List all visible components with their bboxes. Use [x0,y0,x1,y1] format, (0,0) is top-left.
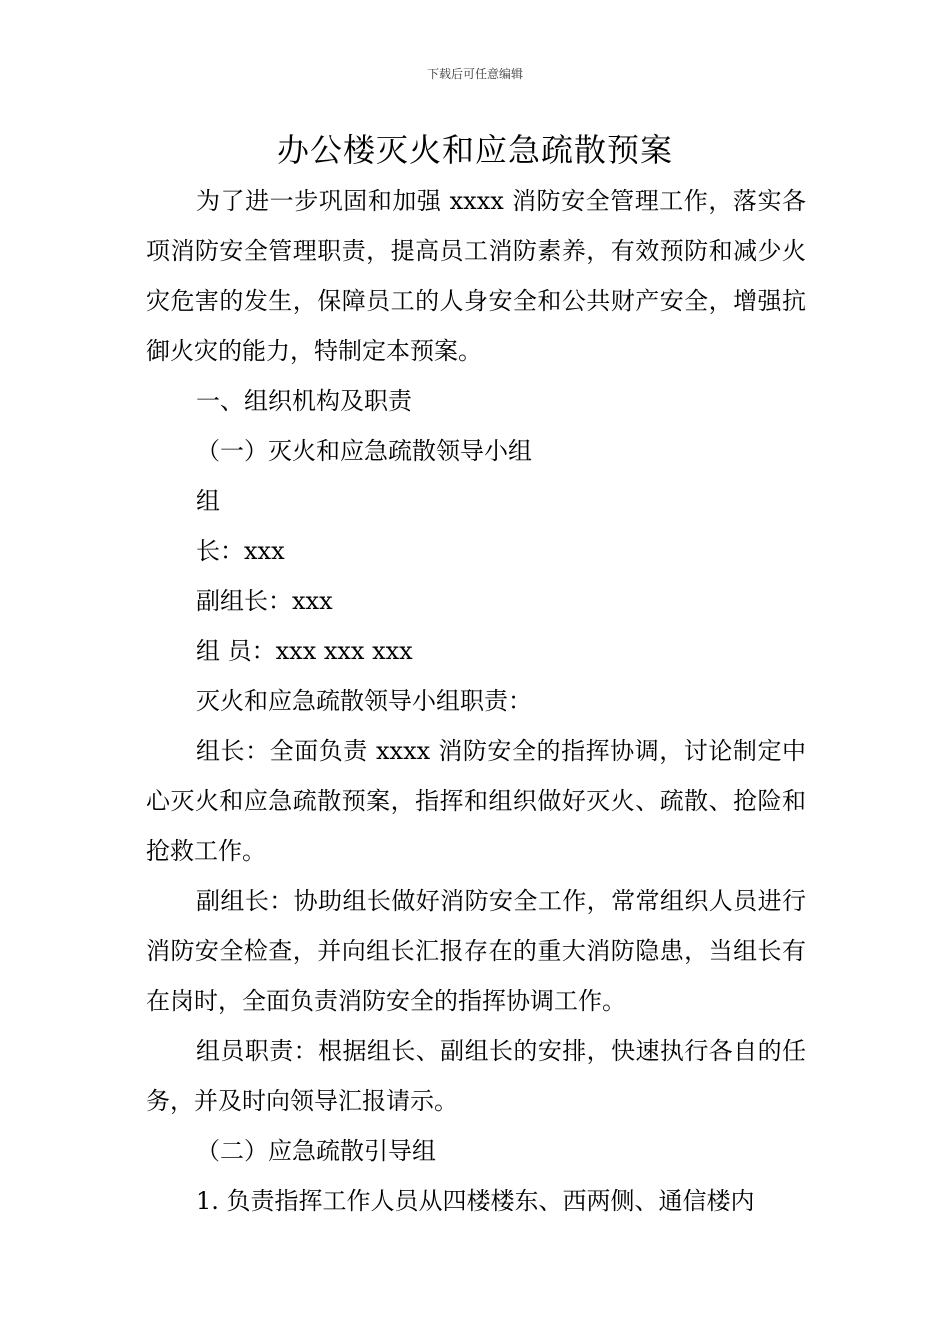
leader-label-line: 组 [196,487,220,515]
subsection-heading-evacuation-guidance: （二）应急疏散引导组 [196,1137,436,1165]
deputy-duties-paragraph: 副组长：协助组长做好消防安全工作，常常组织人员进行消防安全检查，并向组长汇报存在的重大消防隐患，当组长有在岗时，全面负责消防安全的指挥协调工作。 [146,887,806,1015]
section-heading-organization: 一、组织机构及职责 [196,387,412,415]
members-line: 组 员：xxx xxx xxx [196,637,413,665]
document-title: 办公楼灭火和应急疏散预案 [276,131,673,169]
leadership-duties-heading: 灭火和应急疏散领导小组职责： [196,687,532,715]
page-header-note: 下载后可任意编辑 [426,67,523,81]
evacuation-item-1: 1. 负责指挥工作人员从四楼楼东、西两侧、通信楼内 [196,1187,755,1215]
member-duties-paragraph: 组员职责：根据组长、副组长的安排，快速执行各自的任务，并及时向领导汇报请示。 [146,1037,806,1115]
leader-value-line: 长：xxx [196,537,285,565]
leader-duties-paragraph: 组长：全面负责 xxxx 消防安全的指挥协调，讨论制定中心灭火和应急疏散预案，指挥和组织做好灭火、疏散、抢险和抢救工作。 [146,737,806,865]
document-body [146,176,806,1226]
deputy-leader-line: 副组长：xxx [196,587,333,615]
subsection-heading-leadership-group: （一）灭火和应急疏散领导小组 [196,437,532,465]
intro-paragraph: 为了进一步巩固和加强 xxxx 消防安全管理工作，落实各项消防安全管理职责，提高员工消防素养，有效预防和减少火灾危害的发生，保障员工的人身安全和公共财产安全，增强抗御火灾的能力，特制定本预案。 [146,187,806,365]
